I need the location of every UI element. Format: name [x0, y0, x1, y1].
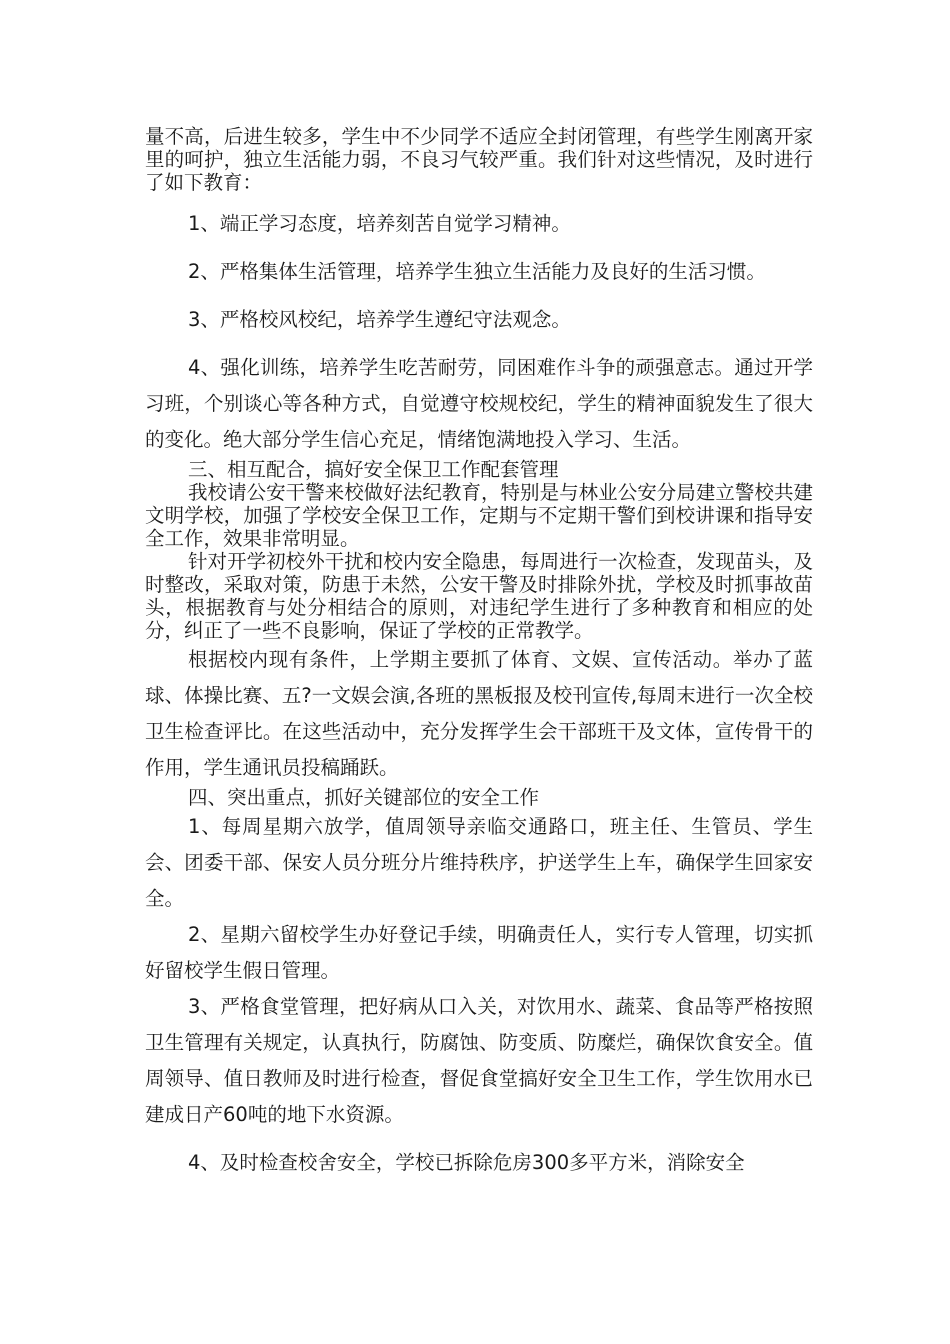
paragraph-saturday-dismissal: 1、每周星期六放学，值周领导亲临交通路口，班主任、生管员、学生会、团委干部、保安人员分班分片维持秩序，护送学生上车，确保学生回家安全。: [145, 815, 813, 910]
paragraph-activities: 根据校内现有条件，上学期主要抓了体育、文娱、宣传活动。举办了蓝球、体操比赛、五?一文娱会演,各班的黑板报及校刊宣传,每周末进行一次全校卫生检查评比。在这些活动中，充分发挥学生会干部班干及文体，宣传骨干的作用，学生通讯员投稿踊跃。: [145, 648, 813, 779]
paragraph-item-2: 2、严格集体生活管理，培养学生独立生活能力及良好的生活习惯。: [188, 260, 766, 283]
document-page: [145, 125, 813, 1181]
paragraph-item-4: 4、强化训练，培养学生吃苦耐劳，同困难作斗争的顽强意志。通过开学习班，个别谈心等各种方式，自觉遵守校规校纪，学生的精神面貌发生了很大的变化。绝大部分学生信心充足，情绪饱满地投入学习、生活。: [145, 356, 813, 451]
paragraph-intro: 量不高，后进生较多，学生中不少同学不适应全封闭管理，有些学生刚离开家里的呵护，独立生活能力弱，不良习气较严重。我们针对这些情况，及时进行了如下教育：: [145, 125, 813, 194]
section-heading-3: 三、相互配合，搞好安全保卫工作配套管理: [188, 458, 559, 481]
paragraph-item-1: 1、端正学习态度，培养刻苦自觉学习精神。: [188, 212, 571, 235]
paragraph-dormitory-safety: 4、及时检查校舍安全，学校已拆除危房300多平方米，消除安全: [188, 1151, 745, 1174]
paragraph-weekly-check: 针对开学初校外干扰和校内安全隐患，每周进行一次检查，发现苗头，及时整改，采取对策，防患于未然，公安干警及时排除外扰，学校及时抓事故苗头，根据教育与处分相结合的原则，对违纪学生进行了多种教育和相应的处分，纠正了一些不良影响，保证了学校的正常教学。: [145, 550, 813, 642]
paragraph-canteen: 3、严格食堂管理，把好病从口入关，对饮用水、蔬菜、食品等严格按照卫生管理有关规定，认真执行，防腐蚀、防变质、防糜烂，确保饮食安全。值周领导、值日教师及时进行检查，督促食堂搞好安全卫生工作，学生饮用水已建成日产60吨的地下水资源。: [145, 995, 813, 1126]
section-heading-4: 四、突出重点，抓好关键部位的安全工作: [188, 786, 540, 809]
paragraph-item-3: 3、严格校风校纪，培养学生遵纪守法观念。: [188, 308, 571, 331]
paragraph-police-cooperation: 我校请公安干警来校做好法纪教育，特别是与林业公安分局建立警校共建文明学校，加强了学校安全保卫工作，定期与不定期干警们到校讲课和指导安全工作，效果非常明显。: [145, 481, 813, 550]
paragraph-boarding-students: 2、星期六留校学生办好登记手续，明确责任人，实行专人管理，切实抓好留校学生假日管理。: [145, 923, 813, 982]
